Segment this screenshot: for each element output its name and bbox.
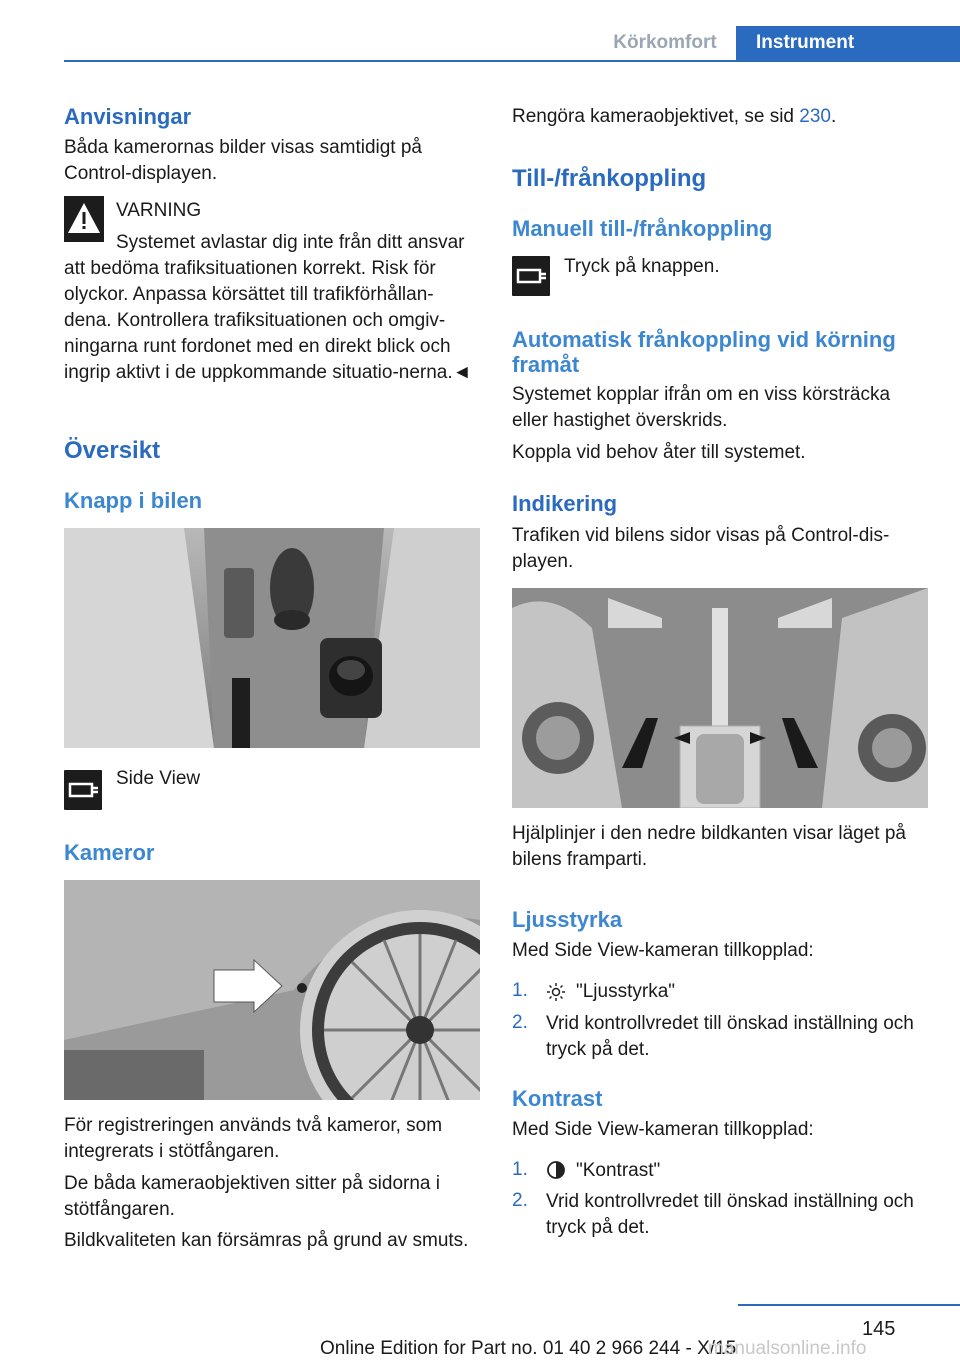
header-tab-instrument[interactable]: Instrument <box>736 26 960 62</box>
page-number: 145 <box>862 1318 896 1340</box>
brightness-icon <box>546 982 566 1002</box>
header-rule <box>64 60 960 62</box>
anvisningar-heading: Anvisningar <box>64 104 192 129</box>
kontrast-item-1-number: 1. <box>512 1159 528 1180</box>
rengora-page-link[interactable]: 230 <box>799 106 831 127</box>
ljus-item-2: Vrid kontrollvredet till önskad inställning och tryck på det. <box>546 1013 914 1060</box>
ljus-heading: Ljusstyrka <box>512 907 623 932</box>
side-view-button-icon <box>512 256 550 296</box>
warning-icon <box>64 196 104 242</box>
ljus-intro: Med Side View-kameran tillkopplad: <box>512 940 814 961</box>
rengora-label: Rengöra kameraobjektivet, se sid <box>512 106 800 127</box>
edition-text: Online Edition for Part no. 01 40 2 966 244 - X/15 <box>320 1338 737 1359</box>
ljus-item-1-number: 1. <box>512 980 528 1001</box>
anvisningar-text: Båda kamerornas bilder visas samtidigt på Control-displayen. <box>64 137 423 184</box>
kontrast-heading: Kontrast <box>512 1086 603 1111</box>
header-tab-korkomfort[interactable]: Körkomfort <box>613 32 717 53</box>
warning-text-first: Systemet avlastar dig inte från ditt ansvar <box>116 232 465 253</box>
oversikt-heading: Översikt <box>64 437 161 464</box>
indikering-heading: Indikering <box>512 491 618 516</box>
footer-rule <box>738 1304 960 1306</box>
kontrast-item-2-number: 2. <box>512 1190 528 1211</box>
rengora-end: . <box>830 106 837 127</box>
kontrast-intro: Med Side View-kameran tillkopplad: <box>512 1119 814 1140</box>
console-photo <box>64 528 480 748</box>
ljus-item-1: "Ljusstyrka" <box>576 981 676 1002</box>
kameror-p2: De båda kameraobjektiven sitter på sidorna i stötfångaren. <box>64 1173 440 1220</box>
side-view-label: Side View <box>116 768 201 789</box>
auto-heading: Automatisk frånkoppling vid körning framåt <box>512 327 896 377</box>
indikering-text: Trafiken vid bilens sidor visas på Control-dis-playen. <box>512 525 890 572</box>
warning-title: VARNING <box>116 200 202 221</box>
contrast-icon <box>546 1160 566 1180</box>
manuell-heading: Manuell till-/frånkoppling <box>512 216 773 241</box>
auto-p2: Koppla vid behov åter till systemet. <box>512 442 806 463</box>
rengora-text <box>512 104 836 130</box>
kameror-p1: För registreringen används två kameror, som integrerats i stötfångaren. <box>64 1115 443 1162</box>
kontrast-item-1: "Kontrast" <box>576 1160 661 1181</box>
bumper-camera-photo <box>64 880 480 1100</box>
auto-p1: Systemet kopplar ifrån om en viss körsträcka eller hastighet överskrids. <box>512 384 891 431</box>
tryck-text: Tryck på knappen. <box>564 256 720 277</box>
ljus-item-2-number: 2. <box>512 1012 528 1033</box>
hjalp-text: Hjälplinjer i den nedre bildkanten visar läget på bilens framparti. <box>512 823 906 870</box>
till-heading: Till-/frånkoppling <box>512 165 707 192</box>
kameror-p3: Bildkvaliteten kan försämras på grund av smuts. <box>64 1230 469 1251</box>
side-view-display-image <box>512 588 928 808</box>
side-view-icon <box>64 770 102 810</box>
warning-text: att bedöma trafiksituationen korrekt. Risk för olyckor. Anpassa körsättet till trafikförhållan-dena. Kontrollera trafiksituationen och omgiv-ningarna runt fordonet med en direkt blick och ingrip aktivt i de uppkommande situatio-nerna.◄ <box>64 258 472 383</box>
knapp-heading: Knapp i bilen <box>64 488 203 513</box>
kameror-heading: Kameror <box>64 840 155 865</box>
kontrast-item-2: Vrid kontrollvredet till önskad inställning och tryck på det. <box>546 1191 914 1238</box>
watermark-text: manualsonline.info <box>708 1338 867 1359</box>
